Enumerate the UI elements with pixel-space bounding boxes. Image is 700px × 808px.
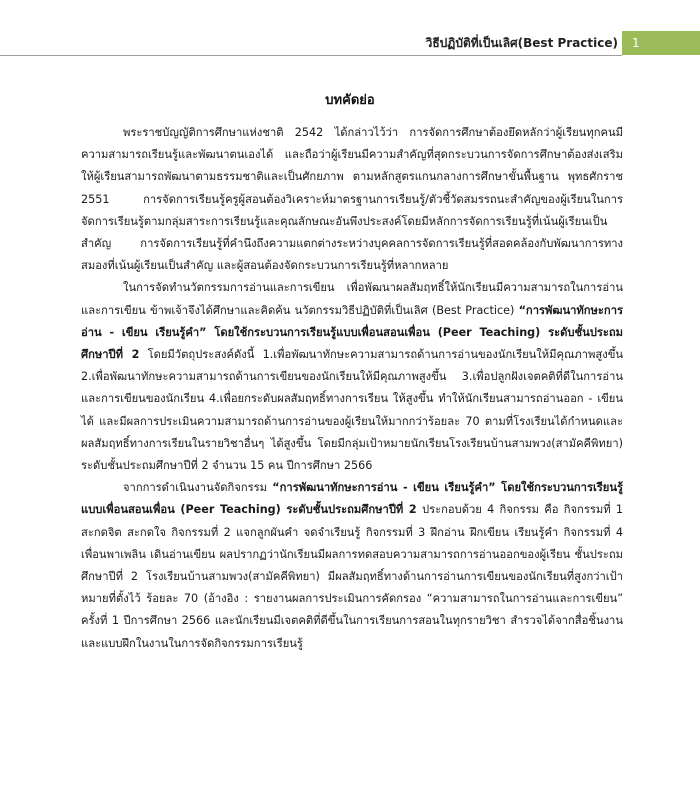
header-title: วิธีปฏิบัติที่เป็นเลิศ(Best Practice) [425, 36, 618, 50]
paragraph-2-intro: ในการจัดทำนวัตกรรมการอ่านและการเขียน เพื่อพัฒนาผลสัมฤทธิ์ให้นักเรียนมีความสามารถในการอ่านและการเขียน ข้าพเจ้าจึงได้ศึกษาและคิดค้น นวัตกรรมวิธีปฏิบัติที่เป็นเลิศ (Best Practice) [81, 281, 623, 317]
header-divider [0, 55, 622, 56]
paragraph-3-rest: ประกอบด้วย 4 กิจกรรม คือ กิจกรรมที่ 1 สะกดจิต สะกดใจ กิจกรรมที่ 2 แจกลูกผันคำ จดจำเรียนรู้ กิจกรรมที่ 3 ฝึกอ่าน ฝึกเขียน เรียนรู้คำ กิจกรรมที่ 4 เพื่อนพาเพลิน เดินอ่านเขียน ผลปรากฏว่านักเรียนมีผลการทดสอบความสามารถการอ่านออกของผู้เรียน ชั้นประถมศึกษาปีที่ 2 โรงเรียนบ้านสามพวง(สามัคคีพิทยา) มีผลสัมฤทธิ์ทางด้านการอ่านการเขียนของนักเรียนที่สูงกว่าเป้าหมายที่ตั้งไว้ ร้อยละ 70 (อ้างอิง : รายงานผลการประเมินการคัดกรอง “ความสามารถในการอ่านและการเขียน” ครั้งที่ 1 ปีการศึกษา 2566 และนักเรียนมีเจตคติที่ดีขึ้นในการเรียนการสอนในทุกรายวิชา สำรวจได้จากสื่อชิ้นงานและแบบฝึกในงานในการจัดกิจกรรมการเรียนรู้ [81, 503, 623, 650]
paragraph-3 [81, 477, 623, 655]
document-body [81, 122, 623, 655]
paragraph-2 [81, 277, 623, 477]
paragraph-2-emphasis: “การพัฒนาทักษะการอ่าน - เขียน เรียนรู้คำ” โดยใช้กระบวนการเรียนรู้แบบเพื่อนสอนเพื่อน (Peer Teaching) ระดับชั้นประถมศึกษาปีที่ 2 [81, 303, 623, 362]
document-title: บทคัดย่อ [325, 93, 375, 108]
page-header [0, 31, 700, 55]
paragraph-3-intro: จากการดำเนินงานจัดกิจกรรม [123, 481, 273, 495]
paragraph-1: พระราชบัญญัติการศึกษาแห่งชาติ 2542 ได้กล่าวไว้ว่า การจัดการศึกษาต้องยึดหลักว่าผู้เรียนทุกคนมีความสามารถเรียนรู้และพัฒนาตนเองได้ และถือว่าผู้เรียนมีความสำคัญที่สุดกระบวนการจัดการศึกษาต้องส่งเสริมให้ผู้เรียนสามารถพัฒนาตามธรรมชาติและเป็นศักยภาพ ตามหลักสูตรแกนกลางการศึกษาขั้นพื้นฐาน พุทธศักราช 2551 การจัดการเรียนรู้ครูผู้สอนต้องวิเคราะห์มาตรฐานการเรียนรู้/ตัวชี้วัดสมรรถนะสำคัญของผู้เรียนในการจัดการเรียนรู้ตามกลุ่มสาระการเรียนรู้และคุณลักษณะอันพึงประสงค์โดยมีหลักการจัดการเรียนรู้ที่เน้นผู้เรียนเป็นสำคัญ การจัดการเรียนรู้ที่คำนึงถึงความแตกต่างระหว่างบุคคลการจัดการเรียนรู้ที่สอดคล้องกับพัฒนาการทางสมองที่เน้นผู้เรียนเป็นสำคัญ และผู้สอนต้องจัดกระบวนการเรียนรู้ที่หลากหลาย [81, 126, 623, 273]
page-number-badge: 1 [622, 31, 700, 55]
paragraph-2-rest: โดยมีวัตถุประสงค์ดังนี้ 1.เพื่อพัฒนาทักษะความสามารถด้านการอ่านของนักเรียนให้มีคุณภาพสูงขึ้น 2.เพื่อพัฒนาทักษะความสามารถด้านการเขียนของนักเรียนให้มีคุณภาพสูงขึ้น 3.เพื่อปลูกฝังเจตคติที่ดีในการอ่านและการเขียนของนักเรียน 4.เพื่อยกระดับผลสัมฤทธิ์ทางการเรียน ให้สูงขึ้น ทำให้นักเรียนสามารถอ่านออก - เขียนได้ และมีผลการประเมินความสามารถด้านการอ่านของผู้เรียนให้มากกว่าร้อยละ 70 ตามที่โรงเรียนได้กำหนดและผลสัมฤทธิ์ทางการเรียนในรายวิชาอื่นๆ ได้สูงขึ้น โดยมีกลุ่มเป้าหมายนักเรียนโรงเรียนบ้านสามพวง(สามัคคีพิทยา) ระดับชั้นประถมศึกษาปีที่ 2 จำนวน 15 คน ปีการศึกษา 2566 [81, 348, 623, 473]
paragraph-3-emphasis: “การพัฒนาทักษะการอ่าน - เขียน เรียนรู้คำ” โดยใช้กระบวนการเรียนรู้แบบเพื่อนสอนเพื่อน (Peer Teaching) ระดับชั้นประถมศึกษาปีที่ 2 [81, 481, 623, 517]
